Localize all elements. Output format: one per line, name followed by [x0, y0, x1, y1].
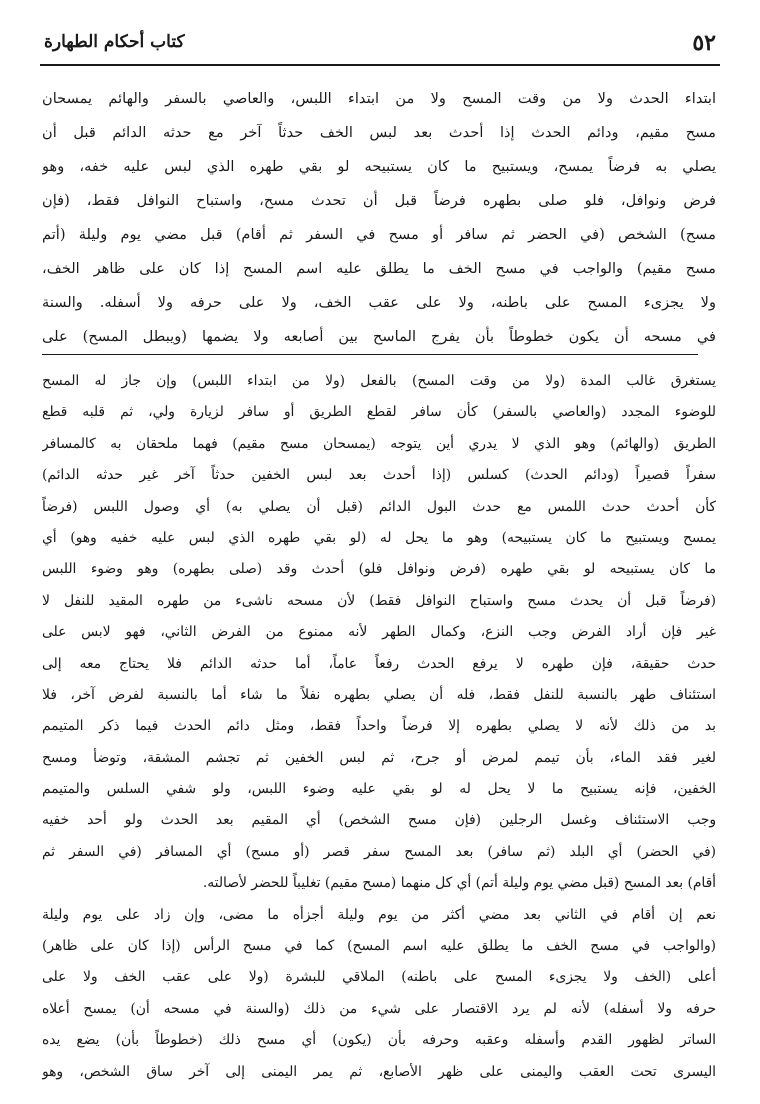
running-title: كتاب أحكام الطهارة — [44, 32, 185, 52]
commentary-line: يستغرق غالب المدة (ولا من وقت المسح) بالفعل (ولا من ابتداء اللبس) وإن جاز له المسح — [42, 373, 716, 389]
commentary-line: بد من ذلك لأنه لا يصلي بطهره إلا فرضاً واحداً فقط، ومثل دائم الحدث فيما ذكر المتيمم — [42, 718, 716, 735]
main-text-line: في مسحه أن يكون خطوطاً بأن يفرج الماسح بين أصابعه ولا يضمها (ويبطل المسح) على — [42, 328, 716, 345]
commentary-line: (فرضاً قبل أن يحدث مسح واستباح النوافل فقط) لأن مسحه ناشىء من طهره المقيد للنفل لا — [42, 592, 716, 609]
main-text-line: يصلي به فرضاً يمسح، ويستبيح ما كان يستبيحه لو بقي طهره الذي لبس عليه خفه، وهو — [42, 158, 716, 175]
commentary-line: الطريق (والهائم) وهو الذي لا يدري أين يتوجه (يمسحان مسح مقيم) فهما ملحقان به كالمسافر — [42, 435, 716, 452]
commentary-line: لغير فقد الماء، بأن تيمم لمرض أو جرح، ثم لبس الخفين ثم تجشم المشقة، وتوضأ ومسح — [42, 749, 716, 766]
section-separator — [42, 354, 698, 355]
commentary-line: غير فإن أراد الفرض وجب النزع، وكمال الطهر لأنه ممنوع من الفرض الثاني، فهو لابس على — [42, 624, 716, 641]
main-text-line: ولا يجزىء المسح على باطنه، ولا على عقب الخف، ولا على حرفه ولا أسفله. والسنة — [42, 294, 716, 311]
commentary-line: نعم إن أقام في الثاني بعد مضي أكثر من يوم وليلة أجزأه ما مضى، وإن زاد على يوم وليلة — [42, 906, 716, 923]
commentary-line: سفراً قصيراً (ودائم الحدث) كسلس (إذا أحدث بعد لبس الخفين حدثاً آخر غير حدثه الدائم) — [42, 467, 716, 484]
commentary-line: حدث حقيقة، فإن طهره لا يرفع الحدث رفعاً عاماً، أما حدثه الدائم فلا يحتاج معه إلى — [42, 655, 716, 672]
main-text-line: مسح) الشخص (في الحضر ثم سافر أو مسح في السفر ثم أقام) قبل مضي يوم وليلة (أتم — [42, 226, 716, 243]
commentary-line: الساتر لظهور القدم وأسفله وعقبه وحرفه بأن (يكون) أي مسح ذلك (خطوطاً بأن) يضع يده — [42, 1032, 716, 1049]
main-text-line: مسح مقيم) والواجب في مسح الخف ما يطلق عليه اسم المسح إذا كان على ظاهر الخف، — [42, 260, 716, 277]
commentary-line: الخفين، فإنه يستبيح ما لا يحل له لو بقي عليه وضوء اللبس، ولو شفي السلس والمتيمم — [42, 781, 716, 798]
commentary — [42, 366, 716, 1088]
commentary-line: أعلى (الخف ولا يجزىء المسح على باطنه) الملاقي للبشرة (ولا على عقب الخف ولا على — [42, 969, 716, 986]
commentary-line: كأن أحدث حدث اللمس مع حدث البول الدائم (قبل أن يصلي به) أي وصول اللبس (فرضاً — [42, 498, 716, 515]
commentary-line: وجب الاستئناف وغسل الرجلين (فإن مسح الشخص) أي المقيم بعد الحدث ولو أحد خفيه — [42, 812, 716, 829]
commentary-line: استئناف طهر بالنسبة للنفل فقط، فله أن يصلي بطهره نفلاً ما شاء أما بالنسبة لفرض آخر، فلا — [42, 686, 716, 703]
main-text — [42, 82, 716, 354]
page-number: ٥٢ — [692, 30, 716, 56]
main-text-line: ابتداء الحدث ولا من وقت المسح ولا من ابتداء اللبس، والعاصي بالسفر والهائم يمسحان — [42, 90, 716, 107]
commentary-line: يمسح ويستبيح ما كان يستبيحه) وهو ما يحل له (لو بقي طهره الذي لبس عليه خفيه وهو) أي — [42, 529, 716, 546]
commentary-line: حرفه ولا أسفله) لأنه لم يرد الاقتصار على شيء من ذلك (والسنة في مسحه أن) يمسح أعلاه — [42, 1000, 716, 1017]
main-text-line: فرض ونوافل، فلو صلى بطهره فرضاً قبل أن تحدث مسح، واستباح النوافل فقط، (فإن — [42, 192, 716, 209]
main-text-line: مسح مقيم، ودائم الحدث إذا أحدث بعد لبس الخف حدثاً آخر مع حدثه الدائم قبل أن — [42, 124, 716, 141]
commentary-line: اليسرى تحت العقب واليمنى على ظهر الأصابع، ثم يمر اليمنى إلى آخر ساق الشخص، وهو — [42, 1063, 716, 1080]
commentary-line: ما كان يستبيحه لو بقي طهره (فرض ونوافل فلو) أحدث وقد (صلى بطهره) وهو وضوء اللبس — [42, 561, 716, 578]
commentary-line: (والواجب في مسح الخف ما يطلق عليه اسم المسح) كما في مسح الرأس (إذا كان على ظاهر) — [42, 938, 716, 955]
commentary-line: أقام) بعد المسح (قبل مضي يوم وليلة أتم) أي كل منهما (مسح مقيم) تغليباً للحضر لأصالته. — [202, 875, 716, 892]
header-rule — [40, 64, 720, 66]
page-header — [40, 22, 720, 66]
commentary-line: (في الحضر) أي البلد (ثم سافر) بعد المسح سفر قصر (أو مسح) أي المسافر (في السفر ثم — [42, 843, 716, 860]
commentary-line: للوضوء المجدد (والعاصي بالسفر) كأن سافر لقطع الطريق أو سافر لزيارة ولي، ثم قلبه قطع — [42, 404, 716, 421]
